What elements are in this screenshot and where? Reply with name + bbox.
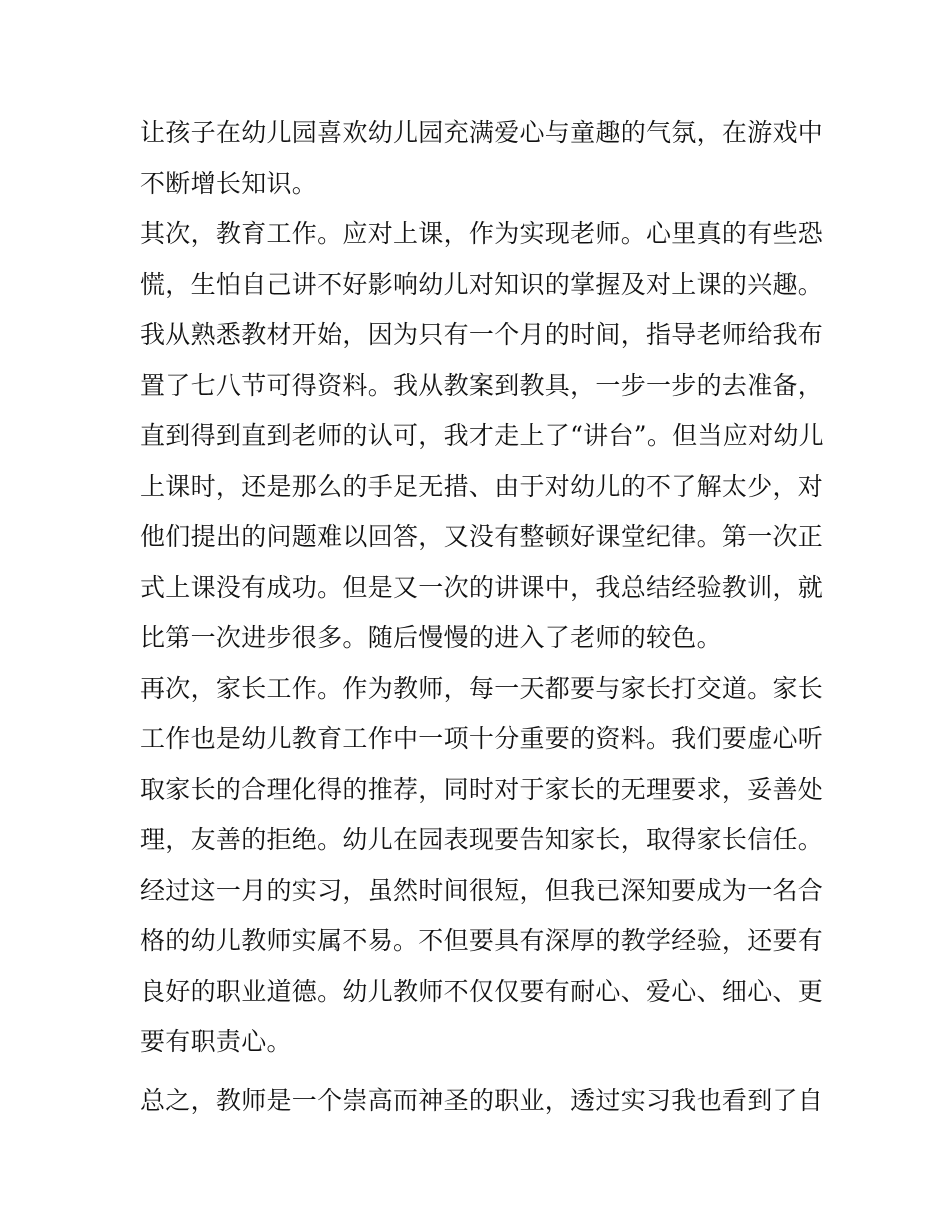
text-line: 不断增长知识。: [140, 168, 318, 198]
text-line: 他们提出的问题难以回答，又没有整顿好课堂纪律。第一次正: [140, 522, 824, 551]
text-line: 我从熟悉教材开始，因为只有一个月的时间，指导老师给我布: [140, 320, 824, 349]
text-line: 比第一次进步很多。随后慢慢的进入了老师的较色。: [140, 623, 722, 652]
document-body: [140, 108, 824, 1126]
text-line: 上课时，还是那么的手足无措、由于对幼儿的不了解太少，对: [140, 471, 824, 501]
text-line: 理，友善的拒绝。幼儿在园表现要告知家长，取得家长信任。: [140, 825, 824, 854]
text-line: 再次，家长工作。作为教师，每一天都要与家长打交道。家长: [140, 673, 824, 703]
text-line: 让孩子在幼儿园喜欢幼儿园充满爱心与童趣的气氛，在游戏中: [140, 118, 824, 147]
text-line: 经过这一月的实习，虽然时间很短，但我已深知要成为一名合: [140, 875, 824, 905]
text-line: 工作也是幼儿教育工作中一项十分重要的资料。我们要虚心听: [140, 724, 824, 753]
text-line: 其次，教育工作。应对上课，作为实现老师。心里真的有些恐: [140, 219, 824, 248]
text-line: 慌，生怕自己讲不好影响幼儿对知识的掌握及对上课的兴趣。: [140, 269, 824, 299]
text-line: 取家长的合理化得的推荐，同时对于家长的无理要求，妥善处: [140, 774, 824, 804]
text-line: 要有职责心。: [140, 1027, 292, 1056]
text-line: 良好的职业道德。幼儿教师不仅仅要有耐心、爱心、细心、更: [140, 976, 824, 1006]
text-line: 直到得到直到老师的认可，我才走上了“讲台”。但当应对幼儿: [140, 421, 824, 450]
text-line: 总之，教师是一个崇高而神圣的职业，透过实习我也看到了自: [140, 1085, 824, 1115]
text-line: 格的幼儿教师实属不易。不但要具有深厚的教学经验，还要有: [140, 926, 824, 955]
text-line: 式上课没有成功。但是又一次的讲课中，我总结经验教训，就: [140, 572, 824, 602]
paragraph-gap: [140, 1068, 812, 1076]
text-line: 置了七八节可得资料。我从教案到教具，一步一步的去准备，: [140, 370, 824, 400]
